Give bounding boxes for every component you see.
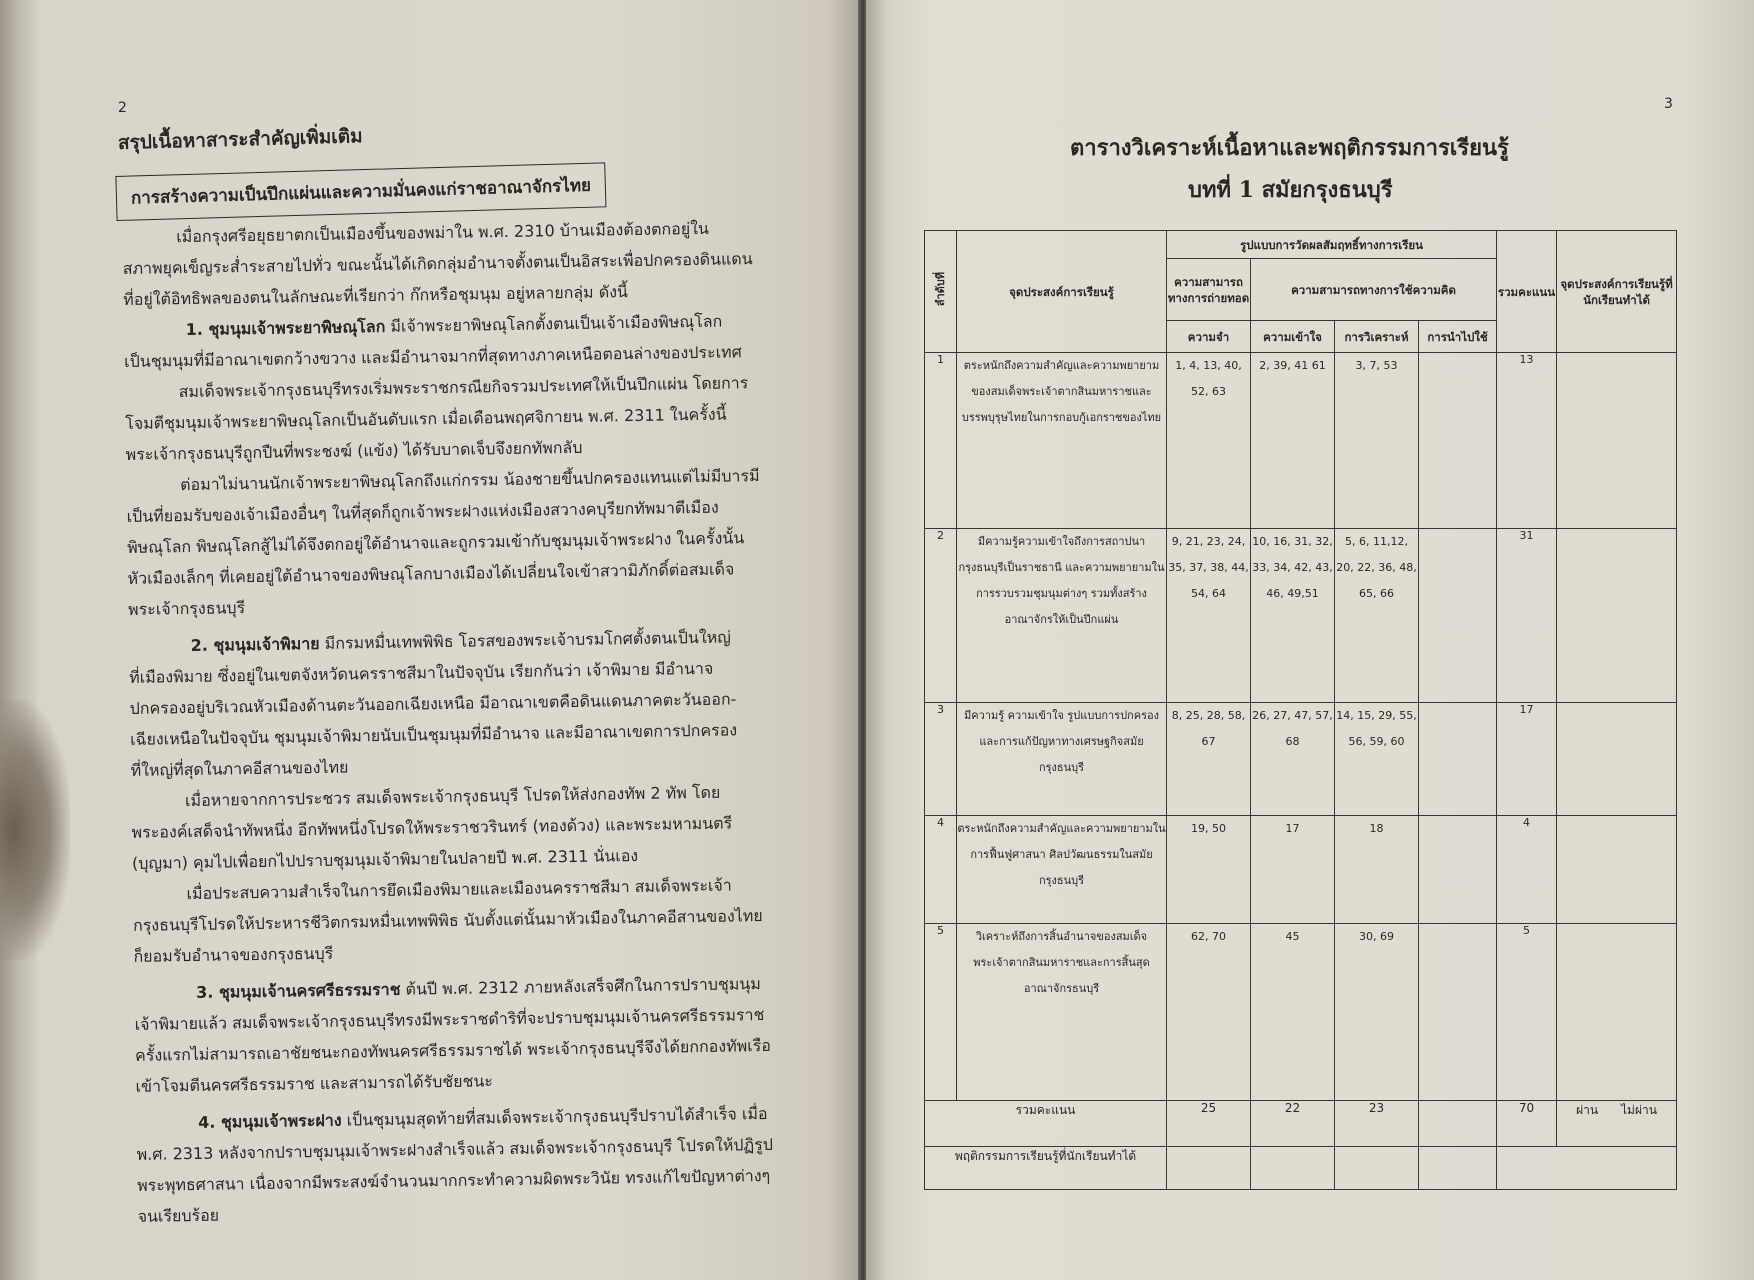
section-subheading: 1. ชุมนุมเจ้าพระยาพิษณุโลก bbox=[185, 316, 386, 340]
body-line-text: พระพุทธศาสนา เนื่องจากมีพระสงฆ์จำนวนมากกระทำความผิดพระวินัย ทรงแก้ไขปัญหาต่างๆ bbox=[136, 1165, 771, 1195]
objective-cell: ตระหนักถึงความสำคัญและความพยายามในการฟื้นฟูศาสนา ศิลปวัฒนธรรมในสมัยกรุงธนบุรี bbox=[957, 816, 1167, 924]
body-line-text: จนเรียบร้อย bbox=[137, 1205, 220, 1226]
achieved-cell bbox=[1557, 529, 1677, 703]
section-subheading: 2. ชุมนุมเจ้าพิมาย bbox=[190, 633, 320, 655]
application-items bbox=[1419, 703, 1497, 816]
row-total: 13 bbox=[1497, 353, 1557, 529]
boxed-topic-title: การสร้างความเป็นปึกแผ่นและความมั่นคงแก่ราชอาณาจักรไทย bbox=[115, 162, 606, 221]
memory-items: 19, 50 bbox=[1167, 816, 1251, 924]
total-row bbox=[925, 1100, 1677, 1146]
body-line-text: พระเจ้ากรุงธนบุรี bbox=[127, 598, 246, 619]
memory-items: 62, 70 bbox=[1167, 924, 1251, 1100]
total-understanding: 22 bbox=[1251, 1100, 1335, 1146]
row-total: 4 bbox=[1497, 816, 1557, 924]
body-line-text: (บุญมา) คุมไปเพื่อยกไปปราบชุมนุมเจ้าพิมายในปลายปี พ.ศ. 2311 นั่นเอง bbox=[131, 845, 639, 873]
header-total: รวมคะแนน bbox=[1497, 231, 1557, 353]
header-no: ลำดับที่ bbox=[925, 231, 957, 353]
header-analysis: การวิเคราะห์ bbox=[1335, 321, 1419, 353]
table-row bbox=[925, 529, 1677, 703]
application-items bbox=[1419, 529, 1497, 703]
row-number: 2 bbox=[925, 529, 957, 703]
behavior-analysis bbox=[1335, 1146, 1419, 1190]
body-text bbox=[122, 211, 838, 1232]
pass-fail-cell bbox=[1557, 1100, 1677, 1146]
body-line-text: เมื่อประสบความสำเร็จในการยึดเมืองพิมายและเมืองนครราชสีมา สมเด็จพระเจ้า bbox=[186, 875, 732, 904]
objective-cell: มีความรู้ความเข้าใจถึงการสถาปนากรุงธนบุรีเป็นราชธานี และความพยายามในการรวบรวมชุมนุมต่างๆ รวมทั้งสร้างอาณาจักรให้เป็นปึกแผ่น bbox=[957, 529, 1167, 703]
header-understanding: ความเข้าใจ bbox=[1251, 321, 1335, 353]
row-number: 5 bbox=[925, 924, 957, 1100]
analysis-items: 3, 7, 53 bbox=[1335, 353, 1419, 529]
table-row bbox=[925, 703, 1677, 816]
body-line-text: พระเจ้ากรุงธนบุรีถูกปืนที่พระชงฆ์ (แข้ง) ได้รับบาดเจ็บจึงยกทัพกลับ bbox=[125, 437, 583, 464]
body-line-text: หัวเมืองเล็กๆ ที่เคยอยู่ใต้อำนาจของพิษณุโลกบางเมืองได้เปลี่ยนใจเข้าสวามิภักดิ์ต่อสมเด็จ bbox=[127, 559, 735, 588]
body-line-text: ก็ยอมรับอำนาจของกรุงธนบุรี bbox=[133, 943, 334, 966]
achieved-cell bbox=[1557, 816, 1677, 924]
behavior-label: พฤติกรรมการเรียนรู้ที่นักเรียนทำได้ bbox=[925, 1146, 1167, 1190]
body-line-text: ต้นปี พ.ศ. 2312 ภายหลังเสร็จศึกในการปราบชุมนุม bbox=[400, 974, 761, 999]
body-line-text: เข้าโจมตีนครศรีธรรมราช และสามารถได้รับชัยชนะ bbox=[135, 1071, 494, 1096]
understanding-items: 2, 39, 41 61 bbox=[1251, 353, 1335, 529]
memory-items: 8, 25, 28, 58, 67 bbox=[1167, 703, 1251, 816]
pass-label: ผ่าน bbox=[1576, 1102, 1599, 1117]
total-score: 70 bbox=[1497, 1100, 1557, 1146]
body-line-text: เจ้าพิมายแล้ว สมเด็จพระเจ้ากรุงธนบุรีทรงมีพระราชดำริที่จะปราบชุมนุมเจ้านครศรีธรรมราช bbox=[134, 1005, 765, 1034]
objective-cell: มีความรู้ ความเข้าใจ รูปแบบการปกครองและการแก้ปัญหาทางเศรษฐกิจสมัยกรุงธนบุรี bbox=[957, 703, 1167, 816]
section-heading: สรุปเนื้อหาสาระสำคัญเพิ่มเติม bbox=[117, 125, 363, 154]
total-label: รวมคะแนน bbox=[925, 1100, 1167, 1146]
body-line-text: ต่อมาไม่นานนักเจ้าพระยาพิษณุโลกถึงแก่กรรม น้องชายขึ้นปกครองแทนแต่ไม่มีบารมี bbox=[179, 466, 760, 495]
fail-label: ไม่ผ่าน bbox=[1621, 1102, 1657, 1117]
understanding-items: 45 bbox=[1251, 924, 1335, 1100]
behavior-application bbox=[1419, 1146, 1497, 1190]
content-analysis-table bbox=[924, 230, 1677, 1190]
page-number-left: 2 bbox=[118, 100, 127, 116]
body-line-text: เมื่อกรุงศรีอยุธยาตกเป็นเมืองขึ้นของพม่าใน พ.ศ. 2310 บ้านเมืองต้องตกอยู่ใน bbox=[176, 218, 710, 247]
analysis-items: 14, 15, 29, 55, 56, 59, 60 bbox=[1335, 703, 1419, 816]
objective-cell: ตระหนักถึงความสำคัญและความพยายามของสมเด็จพระเจ้าตากสินมหาราชและบรรพบุรุษไทยในการกอบกู้เอกราชของไทย bbox=[957, 353, 1167, 529]
achieved-cell bbox=[1557, 353, 1677, 529]
body-line-text: ที่ใหญ่ที่สุดในภาคอีสานของไทย bbox=[130, 757, 349, 780]
page-stain bbox=[0, 700, 70, 960]
behavior-blank bbox=[1497, 1146, 1677, 1190]
body-line-text: มีกรมหมื่นเทพพิพิธ โอรสของพระเจ้าบรมโกศตั้งตนเป็นใหญ่ bbox=[319, 627, 732, 653]
memory-items: 9, 21, 23, 24, 35, 37, 38, 44, 54, 64 bbox=[1167, 529, 1251, 703]
section-subheading: 4. ชุมนุมเจ้าพระฝาง bbox=[198, 1110, 342, 1132]
body-line-text: พ.ศ. 2313 หลังจากปราบชุมนุมเจ้าพระฝางสำเร็จแล้ว สมเด็จพระเจ้ากรุงธนบุรี โปรดให้ปฏิรูป bbox=[136, 1134, 774, 1164]
table-body bbox=[925, 353, 1677, 1101]
header-objective: จุดประสงค์การเรียนรู้ bbox=[957, 231, 1167, 353]
application-items bbox=[1419, 353, 1497, 529]
table-row bbox=[925, 924, 1677, 1100]
achieved-cell bbox=[1557, 924, 1677, 1100]
memory-items: 1, 4, 13, 40, 52, 63 bbox=[1167, 353, 1251, 529]
table-row bbox=[925, 816, 1677, 924]
header-memory: ความจำ bbox=[1167, 321, 1251, 353]
body-line-text: ครั้งแรกไม่สามารถเอาชัยชนะกองทัพนครศรีธรรมราชได้ พระเจ้ากรุงธนบุรีจึงได้ยกกองทัพเรือ bbox=[134, 1035, 772, 1065]
understanding-items: 26, 27, 47, 57, 68 bbox=[1251, 703, 1335, 816]
body-line-text: พิษณุโลก พิษณุโลกสู้ไม่ได้จึงตกอยู่ใต้อำนาจและถูกรวมเข้ากับชุมนุมเจ้าพระฝาง ในครั้งนั้น bbox=[126, 528, 745, 557]
objective-cell: วิเคราะห์ถึงการสิ้นอำนาจของสมเด็จพระเจ้าตากสินมหาราชและการสิ้นสุดอาณาจักรธนบุรี bbox=[957, 924, 1167, 1100]
row-number: 1 bbox=[925, 353, 957, 529]
row-number: 4 bbox=[925, 816, 957, 924]
body-line-text: มีเจ้าพระยาพิษณุโลกตั้งตนเป็นเจ้าเมืองพิษณุโลก bbox=[385, 311, 723, 336]
row-total: 5 bbox=[1497, 924, 1557, 1100]
body-line-text: เป็นที่ยอมรับของเจ้าเมืองอื่นๆ ในที่สุดก็ถูกเจ้าพระฝางแห่งเมืองสวางคบุรียกทัพมาตีเมือง bbox=[126, 497, 719, 526]
header-thinking: ความสามารถทางการใช้ความคิด bbox=[1251, 259, 1497, 321]
body-line-text: เป็นชุมนุมที่มีอาณาเขตกว้างขวาง และมีอำนาจมากที่สุดทางภาคเหนือตอนล่างของประเทศ bbox=[124, 342, 742, 371]
body-line-text: ที่อยู่ใต้อิทธิพลของตนในลักษณะที่เรียกว่า ก๊กหรือชุมนุม อยู่หลายกลุ่ม ดังนี้ bbox=[123, 282, 629, 309]
header-application: การนำไปใช้ bbox=[1419, 321, 1497, 353]
total-memory: 25 bbox=[1167, 1100, 1251, 1146]
section-subheading: 3. ชุมนุมเจ้านครศรีธรรมราช bbox=[195, 979, 401, 1002]
left-page bbox=[0, 0, 862, 1280]
behavior-memory bbox=[1167, 1146, 1251, 1190]
row-total: 31 bbox=[1497, 529, 1557, 703]
analysis-items: 5, 6, 11,12, 20, 22, 36, 48, 65, 66 bbox=[1335, 529, 1419, 703]
body-line-text: โจมตีชุมนุมเจ้าพระยาพิษณุโลกเป็นอันดับแรก เมื่อเดือนพฤศจิกายน พ.ศ. 2311 ในครั้งนี้ bbox=[125, 404, 727, 433]
header-achieved: จุดประสงค์การเรียนรู้ที่นักเรียนทำได้ bbox=[1557, 231, 1677, 353]
body-line-text: สมเด็จพระเจ้ากรุงธนบุรีทรงเริ่มพระราชกรณียกิจรวมประเทศให้เป็นปึกแผ่น โดยการ bbox=[178, 373, 749, 402]
body-line-text: พระองค์เสด็จนำทัพหนึ่ง อีกทัพหนึ่งโปรดให้พระราชวรินทร์ (ทองด้วง) และพระมหามนตรี bbox=[131, 813, 733, 842]
body-line-text: ปกครองอยู่บริเวณหัวเมืองด้านตะวันออกเฉียงเหนือ มีอาณาเขตคือดินแดนภาคตะวันออก- bbox=[129, 689, 737, 718]
table-title: ตารางวิเคราะห์เนื้อหาและพฤติกรรมการเรียนรู้ bbox=[1070, 135, 1509, 161]
application-items bbox=[1419, 924, 1497, 1100]
page-number-right: 3 bbox=[1664, 96, 1673, 112]
body-line-text: เฉียงเหนือในปัจจุบัน ชุมนุมเจ้าพิมายนับเป็นชุมนุมที่มีอำนาจ และมีอาณาเขตการปกครอง bbox=[129, 720, 738, 749]
understanding-items: 10, 16, 31, 32, 33, 34, 42, 43, 46, 49,51 bbox=[1251, 529, 1335, 703]
application-items bbox=[1419, 816, 1497, 924]
header-transfer: ความสามารถทางการถ่ายทอด bbox=[1167, 259, 1251, 321]
body-line-text: กรุงธนบุรีโปรดให้ประหารชีวิตกรมหมื่นเทพพิพิธ นับตั้งแต่นั้นมาหัวเมืองในภาคอีสานของไทย bbox=[132, 906, 763, 935]
body-line-text: เมื่อหายจากการประชวร สมเด็จพระเจ้ากรุงธนบุรี โปรดให้ส่งกองทัพ 2 ทัพ โดย bbox=[184, 782, 721, 811]
achieved-cell bbox=[1557, 703, 1677, 816]
header-measurement-group: รูปแบบการวัดผลสัมฤทธิ์ทางการเรียน bbox=[1167, 231, 1497, 259]
body-line-text: ที่เมืองพิมาย ซึ่งอยู่ในเขตจังหวัดนครราชสีมาในปัจจุบัน เรียกกันว่า เจ้าพิมาย มีอำนาจ bbox=[129, 658, 714, 687]
total-application bbox=[1419, 1100, 1497, 1146]
total-analysis: 23 bbox=[1335, 1100, 1419, 1146]
row-total: 17 bbox=[1497, 703, 1557, 816]
row-number: 3 bbox=[925, 703, 957, 816]
behavior-understanding bbox=[1251, 1146, 1335, 1190]
analysis-items: 30, 69 bbox=[1335, 924, 1419, 1100]
understanding-items: 17 bbox=[1251, 816, 1335, 924]
body-line-text: สภาพยุคเข็ญระส่ำระสายไปทั่ว ขณะนั้นได้เกิดกลุ่มอำนาจตั้งตนเป็นอิสระเพื่อปกครองดินแดน bbox=[122, 249, 753, 278]
table-row bbox=[925, 353, 1677, 529]
analysis-items: 18 bbox=[1335, 816, 1419, 924]
body-line-text: เป็นชุมนุมสุดท้ายที่สมเด็จพระเจ้ากรุงธนบุรีปราบได้สำเร็จ เมื่อ bbox=[341, 1103, 768, 1130]
chapter-title: บทที่ 1 สมัยกรุงธนบุรี bbox=[1188, 177, 1393, 203]
behavior-row bbox=[925, 1146, 1677, 1190]
